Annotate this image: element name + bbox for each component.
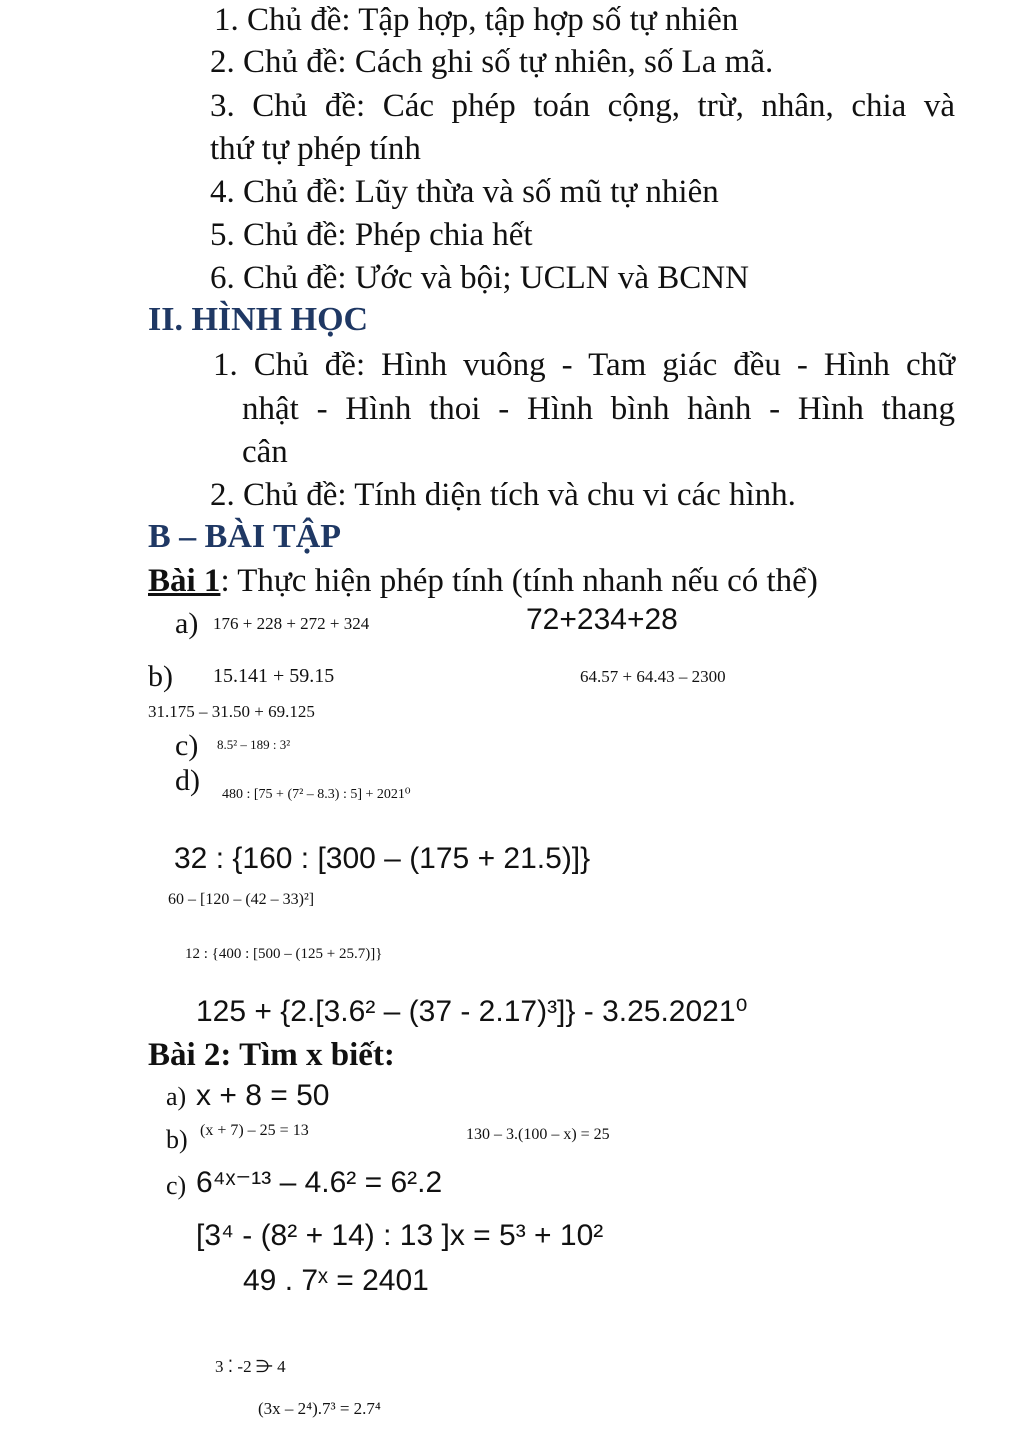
bai2-b-label: b)	[166, 1125, 188, 1154]
bai1-d-label: d)	[175, 764, 200, 797]
bai1-expr-e2: 60 – [120 – (42 – 33)²]	[168, 891, 315, 908]
bai1-c-expr: 8.5² – 189 : 3²	[217, 737, 291, 752]
geometry-heading: II. HÌNH HỌC	[148, 301, 369, 338]
geometry-topic-1-line1: 1. Chủ đề: Hình vuông - Tam giác đều - Hình chữ	[213, 347, 955, 383]
topic-1: 1. Chủ đề: Tập hợp, tập hợp số tự nhiên	[214, 2, 739, 38]
bai1-title-text: : Thực hiện phép tính (tính nhanh nếu có thể)	[220, 563, 818, 599]
bai1-expr-e1: 32 : {160 : [300 – (175 + 21.5)]}	[174, 842, 591, 875]
bai1-b-expr1: 15.141 + 59.15	[213, 665, 335, 687]
bai1-a-label: a)	[175, 607, 199, 640]
bai2-b-expr2: 130 – 3.(100 – x) = 25	[466, 1126, 610, 1143]
topic-5: 5. Chủ đề: Phép chia hết	[210, 217, 533, 253]
topic-2: 2. Chủ đề: Cách ghi số tự nhiên, số La mã.	[210, 44, 774, 80]
bai2-expr-e2: 49 . 7ˣ = 2401	[243, 1264, 429, 1297]
bai2-c-label: c)	[166, 1171, 187, 1200]
bai1-a-expr1: 176 + 228 + 272 + 324	[213, 614, 370, 633]
bai2-b-expr1: (x + 7) – 25 = 13	[200, 1122, 309, 1139]
topic-3-cont: thứ tự phép tính	[210, 131, 421, 167]
exercises-heading: B – BÀI TẬP	[148, 518, 342, 555]
bai2-expr-e3: (3x – 2⁴).7³ = 2.7⁴	[258, 1399, 381, 1418]
bai1-b-expr2: 64.57 + 64.43 – 2300	[580, 667, 726, 686]
bai1-d-expr: 480 : [75 + (7² – 8.3) : 5] + 2021⁰	[222, 787, 411, 802]
topic-6: 6. Chủ đề: Ước và bội; UCLN và BCNN	[210, 260, 749, 296]
bai2-c-expr: 6⁴ˣ⁻¹³ – 4.6² = 6².2	[196, 1166, 443, 1199]
bai2-expr-e1: [3⁴ - (8² + 14) : 13 ]x = 5³ + 10²	[196, 1219, 604, 1252]
bai2-a-label: a)	[166, 1082, 187, 1111]
bai2-title: Bài 2: Tìm x biết:	[148, 1037, 395, 1073]
bai1-a-expr2: 72+234+28	[526, 603, 678, 636]
geometry-topic-1-line3: cân	[242, 434, 288, 470]
bai1-label: Bài 1	[148, 563, 221, 599]
topic-4: 4. Chủ đề: Lũy thừa và số mũ tự nhiên	[210, 174, 719, 210]
bai1-c-label: c)	[175, 729, 199, 762]
bai2-garbled-text: 3 ⁚ -2 ⋺ 4	[215, 1357, 286, 1376]
topic-3: 3. Chủ đề: Các phép toán cộng, trừ, nhân, chia và	[210, 88, 955, 124]
bai1-title	[148, 561, 818, 601]
bai1-b-label: b)	[148, 660, 173, 693]
bai1-expr-e3: 12 : {400 : [500 – (125 + 25.7)]}	[185, 946, 383, 962]
bai1-expr-e4: 125 + {2.[3.6² – (37 - 2.17)³]} - 3.25.2021⁰	[196, 995, 748, 1028]
bai2-a-expr: x + 8 = 50	[196, 1079, 330, 1112]
geometry-topic-2: 2. Chủ đề: Tính diện tích và chu vi các hình.	[210, 477, 796, 513]
bai1-b-expr3: 31.175 – 31.50 + 69.125	[148, 702, 315, 721]
geometry-topic-1-line2: nhật - Hình thoi - Hình bình hành - Hình thang	[242, 391, 955, 427]
